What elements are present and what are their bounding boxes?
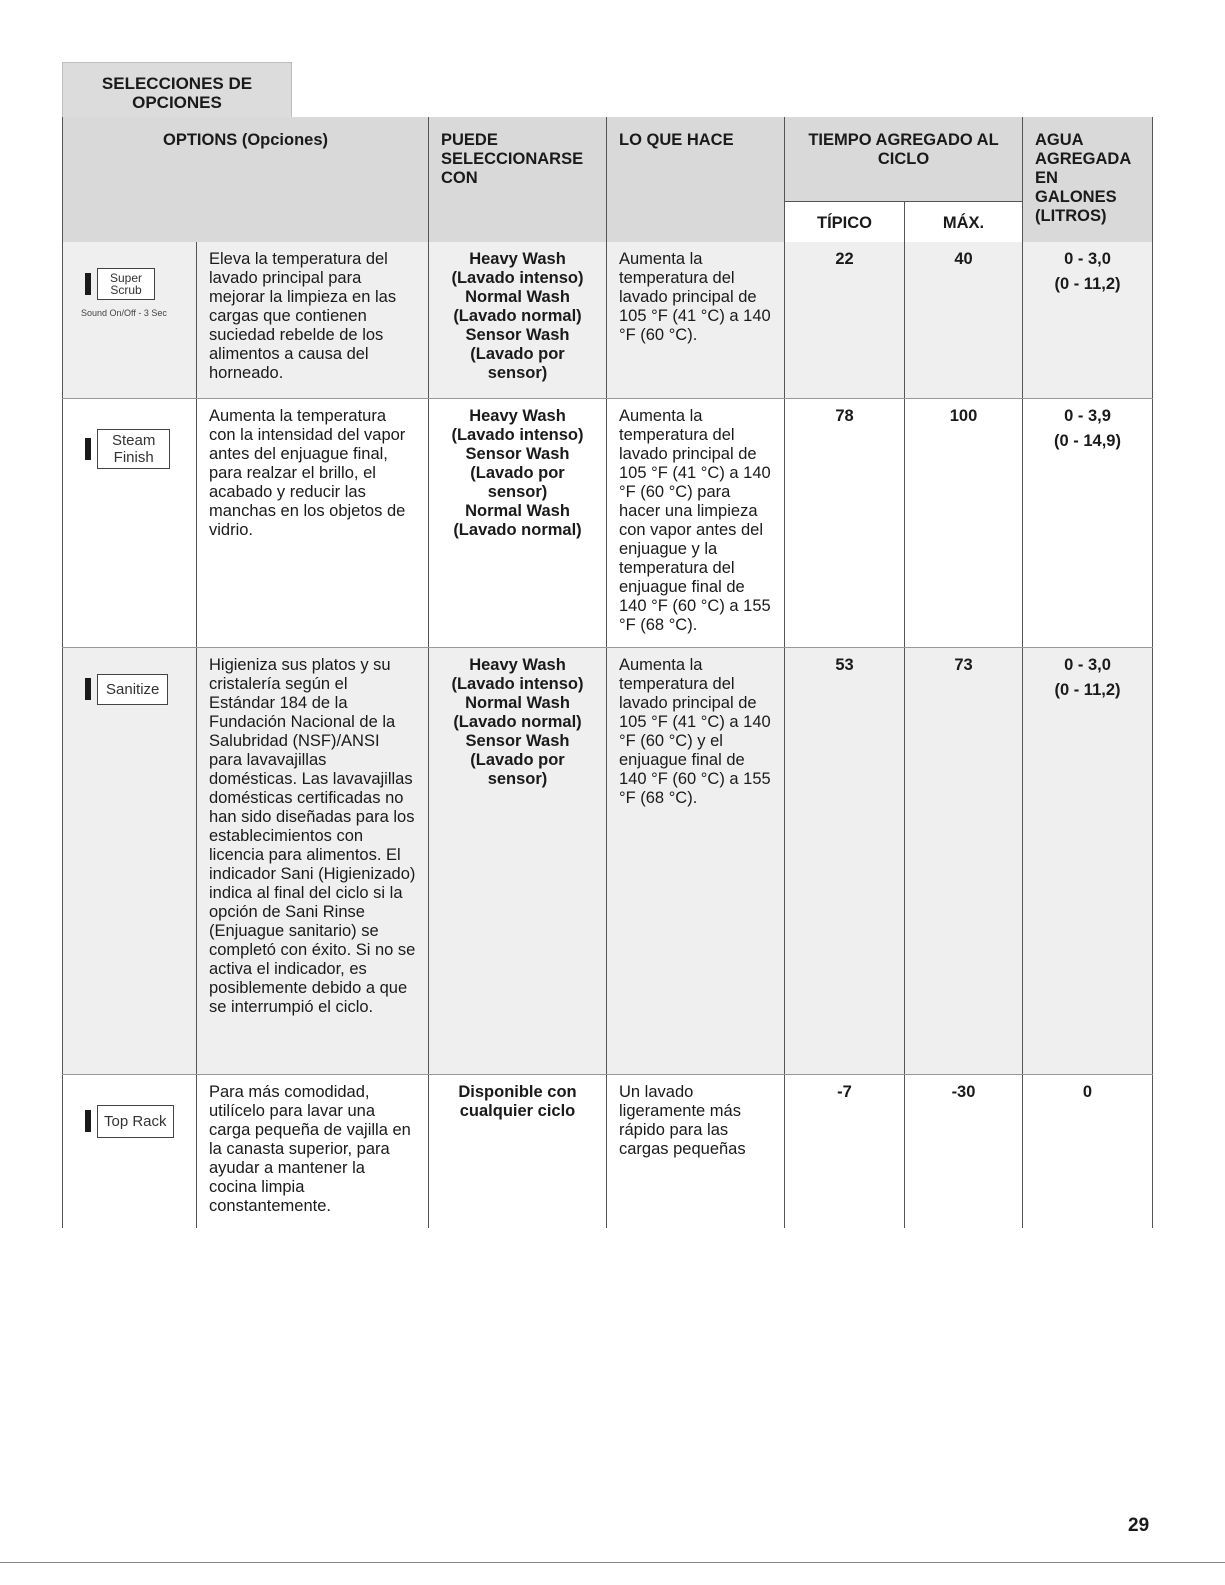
header-selectable-line-1: PUEDE xyxy=(441,131,498,149)
button-label-line-2: Finish xyxy=(113,448,154,466)
tab-line-2: OPCIONES xyxy=(132,93,222,112)
top-rack-button xyxy=(97,1105,174,1138)
typical-time: 78 xyxy=(785,398,905,647)
water-added xyxy=(1023,1074,1153,1228)
cycle-line: Sensor Wash xyxy=(465,731,570,750)
water-liters: (0 - 11,2) xyxy=(1054,275,1121,293)
max-time: -30 xyxy=(905,1074,1023,1228)
header-water xyxy=(1023,117,1153,242)
water-added xyxy=(1023,242,1153,398)
section-tab xyxy=(62,62,292,118)
cycle-line: (Lavado por xyxy=(470,750,565,769)
header-time xyxy=(785,117,1023,202)
cycle-line: sensor) xyxy=(487,769,548,788)
cycle-line: (Lavado intenso) xyxy=(451,674,584,693)
cycle-line: (Lavado por xyxy=(470,463,565,482)
cycle-line: Heavy Wash xyxy=(469,655,566,674)
cycle-line: (Lavado intenso) xyxy=(451,425,584,444)
cycle-line: (Lavado intenso) xyxy=(451,269,584,287)
water-gallons: 0 xyxy=(1082,1082,1093,1101)
header-selectable xyxy=(429,117,607,242)
button-label-line-2: Scrub xyxy=(110,283,142,297)
option-description: Eleva la temperatura del lavado principal para mejorar la limpieza en las cargas que contienen suciedad rebelde de los alimentos a causa del horneado. xyxy=(197,242,429,398)
super-scrub-icon xyxy=(85,268,155,300)
steam-finish-icon xyxy=(85,429,170,469)
option-icon-cell xyxy=(63,242,197,398)
header-water-line-1: AGUA xyxy=(1035,131,1084,149)
option-description: Para más comodidad, utilícelo para lavar una carga pequeña de vajilla en la canasta superior, para ayudar a mantener la cocina limpia constantemente. xyxy=(197,1074,429,1228)
cycle-line: Sensor Wash xyxy=(465,326,570,344)
selectable-cycles xyxy=(429,242,607,398)
header-max: MÁX. xyxy=(905,202,1023,243)
what-it-does: Un lavado ligeramente más rápido para las cargas pequeñas xyxy=(607,1074,785,1228)
header-options: OPTIONS (Opciones) xyxy=(63,117,429,242)
table-row xyxy=(63,242,1153,398)
header-what: LO QUE HACE xyxy=(607,117,785,242)
selectable-cycles xyxy=(429,398,607,647)
cycle-line: sensor) xyxy=(487,482,548,501)
water-gallons: 0 - 3,9 xyxy=(1064,406,1111,425)
sound-sub-label: Sound On/Off - 3 Sec xyxy=(81,308,167,318)
header-water-line-3: EN xyxy=(1035,169,1058,187)
typical-time: 53 xyxy=(785,647,905,1074)
top-rack-icon xyxy=(85,1105,174,1138)
water-gallons: 0 - 3,0 xyxy=(1064,250,1111,268)
sanitize-button xyxy=(97,674,168,705)
options-table xyxy=(62,117,1153,1228)
cycle-line: Heavy Wash xyxy=(469,250,566,268)
sanitize-icon xyxy=(85,674,168,705)
cycle-line: Sensor Wash xyxy=(465,444,570,463)
button-label: Sanitize xyxy=(106,680,160,698)
water-added xyxy=(1023,647,1153,1074)
header-time-line-1: TIEMPO AGREGADO AL xyxy=(808,131,999,149)
table-row xyxy=(63,398,1153,647)
cycle-line: cualquier ciclo xyxy=(459,1101,576,1120)
indicator-light xyxy=(85,678,91,700)
header-water-line-2: AGREGADA xyxy=(1035,150,1132,168)
cycle-line: (Lavado normal) xyxy=(453,712,582,731)
button-label: Top Rack xyxy=(104,1112,167,1130)
option-icon-cell xyxy=(63,1074,197,1228)
option-icon-cell xyxy=(63,398,197,647)
typical-time: -7 xyxy=(785,1074,905,1228)
cycle-line: Disponible con xyxy=(458,1082,577,1101)
max-time: 40 xyxy=(905,242,1023,398)
cycle-line: (Lavado normal) xyxy=(453,307,582,325)
option-icon-cell xyxy=(63,647,197,1074)
indicator-light xyxy=(85,438,91,460)
cycle-line: Normal Wash xyxy=(465,288,570,306)
cycle-line: (Lavado normal) xyxy=(453,520,582,539)
cycle-line: Normal Wash xyxy=(465,501,570,520)
cycle-line: Normal Wash xyxy=(465,693,570,712)
option-description: Aumenta la temperatura con la intensidad del vapor antes del enjuague final, para realzar el brillo, el acabado y reducir las manchas en los objetos de vidrio. xyxy=(197,398,429,647)
what-it-does: Aumenta la temperatura del lavado principal de 105 °F (41 °C) a 140 °F (60 °C) para hacer una limpieza con vapor antes del enjuague y la temperatura del enjuague final de 140 °F (60 °C) a 155 °F (68 °C). xyxy=(607,398,785,647)
selectable-cycles xyxy=(429,647,607,1074)
button-label-line-1: Steam xyxy=(112,431,156,449)
water-gallons: 0 - 3,0 xyxy=(1064,655,1111,674)
header-typical: TÍPICO xyxy=(785,202,905,243)
cycle-line: sensor) xyxy=(487,364,548,382)
page-number: 29 xyxy=(1128,1515,1150,1536)
tab-line-1: SELECCIONES DE xyxy=(101,74,253,93)
table-row xyxy=(63,1074,1153,1228)
button-label-line-1: Super xyxy=(110,271,143,285)
indicator-light xyxy=(85,1110,91,1132)
table-row xyxy=(63,647,1153,1074)
header-selectable-line-3: CON xyxy=(441,169,478,187)
what-it-does: Aumenta la temperatura del lavado principal de 105 °F (41 °C) a 140 °F (60 °C). xyxy=(607,242,785,398)
water-added xyxy=(1023,398,1153,647)
what-it-does: Aumenta la temperatura del lavado principal de 105 °F (41 °C) a 140 °F (60 °C) y el enjuague final de 140 °F (60 °C) a 155 °F (68 °C). xyxy=(607,647,785,1074)
header-time-line-2: CICLO xyxy=(877,150,930,168)
super-scrub-button xyxy=(97,268,155,300)
header-water-line-5: (LITROS) xyxy=(1035,207,1107,225)
option-description: Higieniza sus platos y su cristalería según el Estándar 184 de la Fundación Nacional de la Salubridad (NSF)/ANSI para lavavajillas domésticas. Las lavavajillas domésticas certificadas no han sido diseñadas para los establecimientos con licencia para alimentos. El indicador Sani (Higienizado) indica al final del ciclo si la opción de Sani Rinse (Enjuague sanitario) se completó con éxito. Si no se activa el indicador, es posiblemente debido a que se interrumpió el ciclo. xyxy=(197,647,429,1074)
max-time: 100 xyxy=(905,398,1023,647)
steam-finish-button xyxy=(97,429,170,469)
header-selectable-line-2: SELECCIONARSE xyxy=(441,150,584,168)
max-time: 73 xyxy=(905,647,1023,1074)
bottom-rule xyxy=(0,1562,1225,1563)
typical-time: 22 xyxy=(785,242,905,398)
cycle-line: (Lavado por xyxy=(470,345,565,363)
water-liters: (0 - 14,9) xyxy=(1054,431,1121,450)
cycle-line: Heavy Wash xyxy=(469,406,566,425)
water-liters: (0 - 11,2) xyxy=(1054,680,1121,699)
selectable-cycles xyxy=(429,1074,607,1228)
indicator-light xyxy=(85,273,91,295)
header-water-line-4: GALONES xyxy=(1035,188,1117,206)
